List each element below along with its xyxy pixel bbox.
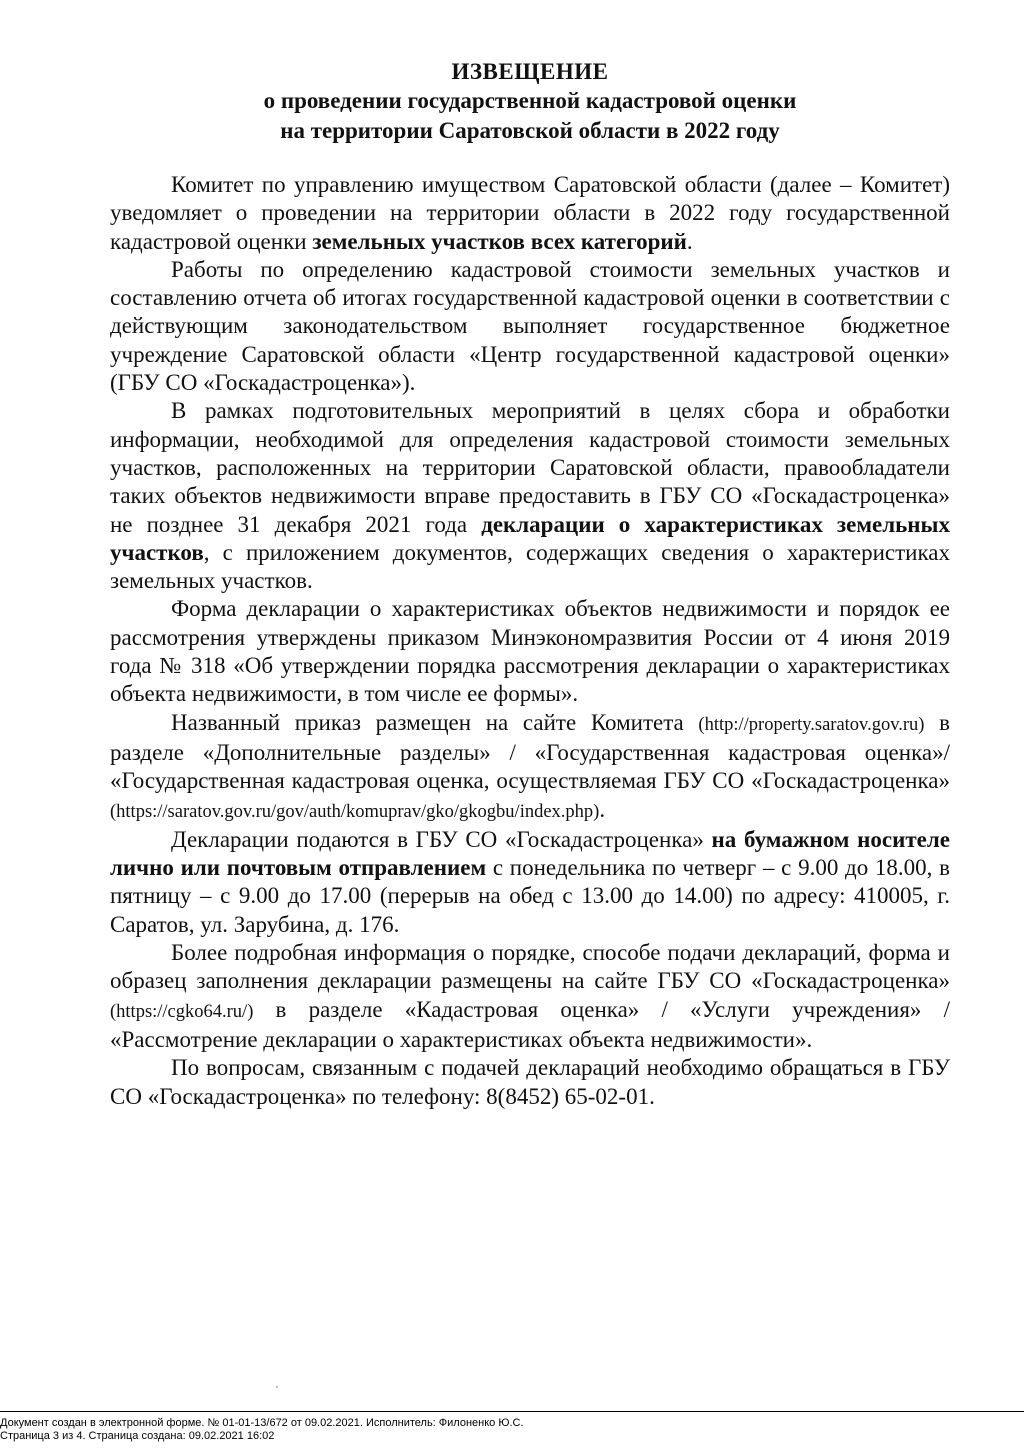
footer-document-info: Документ создан в электронной форме. № 01-01-13/672 от 09.02.2021. Исполнитель: Филоненко Ю.С. [0,1417,524,1429]
document-title: ИЗВЕЩЕНИЕ [451,59,609,84]
bold-declarations: декларации о характеристиках земельных участков [110,511,950,565]
paragraph-works-executor: Работы по определению кадастровой стоимости земельных участков и составлению отчета об итогах государственной кадастровой оценки в соответствии с действующим законодательством выполняет государственное бюджетное учреждение Саратовской области «Центр государственной кадастровой оценки» (ГБУ СО «Госкадастроценка»). [110,256,950,396]
committee-site-link: (http://property.saratov.gov.ru) [698,714,925,735]
bold-paper-submission: на бумажном носителе лично или почтовым отправлением [110,826,950,881]
scan-dot-mark [276,1386,278,1388]
document-body [110,171,950,1111]
footer-divider [0,1411,1024,1412]
cgko-site-link: (https://cgko64.ru/) [110,1001,254,1022]
bold-land-plots: земельных участков всех категорий [312,228,687,254]
paragraph-preparatory-measures: В рамках подготовительных мероприятий в целях сбора и обработки информации, необходимой для определения кадастровой стоимости земельных участков, расположенных на территории Саратовской области, правообладатели таких объектов недвижимости вправе предоставить в ГБУ СО «Госкадастроценка» не позднее 31 декабря 2021 года декларации о характеристиках земельных участков, с приложением документов, содержащих сведения о характеристиках земельных участков. [110,398,950,594]
gko-section-link: (https://saratov.gov.ru/gov/auth/komuprav/gko/gkogbu/index.php) [110,801,600,822]
document-subtitle-line2: на территории Саратовской области в 2022 году [280,118,780,143]
paragraph-committee-notice: Комитет по управлению имуществом Саратовской области (далее – Комитет) уведомляет о проведении на территории области в 2022 году государственной кадастровой оценки земельных участков всех категорий. [110,172,950,254]
paragraph-declaration-form: Форма декларации о характеристиках объектов недвижимости и порядок ее рассмотрения утверждены приказом Минэкономразвития России от 4 июня 2019 года № 318 «Об утверждении порядка рассмотрения декларации о характеристиках объекта недвижимости, в том числе ее формы». [110,596,950,707]
document-footer [0,1417,1024,1443]
footer-page-info: Страница 3 из 4. Страница создана: 09.02.2021 16:02 [0,1430,275,1442]
paragraph-more-info: Более подробная информация о порядке, способе подачи деклараций, форма и образец заполнения декларации размещены на сайте ГБУ СО «Госкадастроценка» (https://cgko64.ru/) в разделе «Кадастровая оценка» / «Услуги учреждения» / «Рассмотрение декларации о характеристиках объекта недвижимости». [110,940,950,1052]
paragraph-contact-phone: По вопросам, связанным с подачей деклараций необходимо обращаться в ГБУ СО «Госкадастроценка» по телефону: 8(8452) 65-02-01. [110,1055,950,1109]
document-header [110,58,950,146]
paragraph-submission-schedule: Декларации подаются в ГБУ СО «Госкадастроценка» на бумажном носителе лично или почтовым отправлением с понедельника по четверг – с 9.00 до 18.00, в пятницу – с 9.00 до 17.00 (перерыв на обед с 13.00 до 14.00) по адресу: 410005, г. Саратов, ул. Зарубина, д. 176. [110,826,950,937]
paragraph-order-location: Названный приказ размещен на сайте Комитета (http://property.saratov.gov.ru) в разделе «Дополнительные разделы» / «Государственная кадастровая оценка»/ «Государственная кадастровая оценка, осуществляемая ГБУ СО «Госкадастроценка» (https://saratov.gov.ru/gov/auth/komuprav/gko/gkogbu/index.php). [110,709,950,822]
document-subtitle-line1: о проведении государственной кадастровой оценки [263,88,797,113]
